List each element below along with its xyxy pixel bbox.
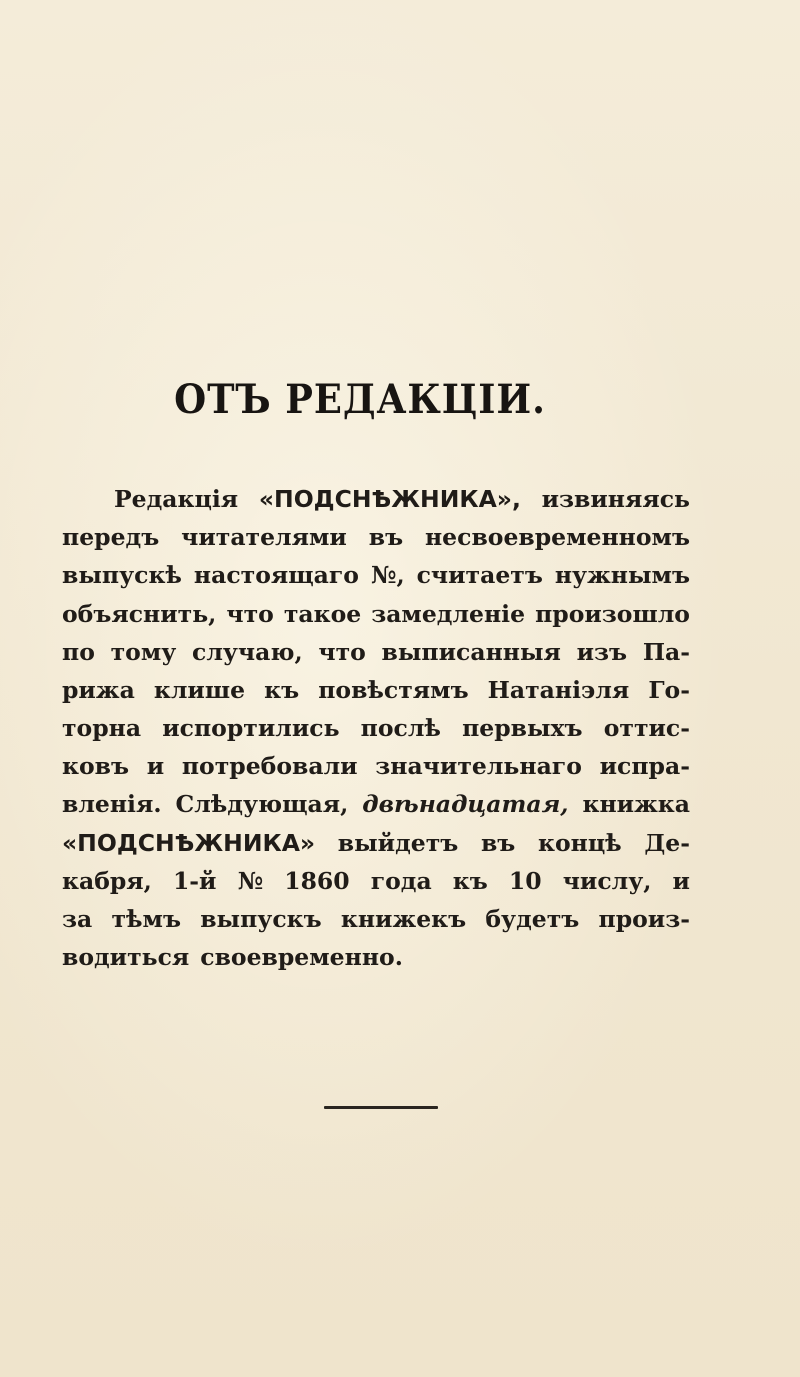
text-line bbox=[62, 518, 690, 556]
word: №, bbox=[370, 561, 405, 590]
word: водиться bbox=[62, 943, 190, 972]
text-line bbox=[62, 747, 690, 785]
word: числу, bbox=[562, 866, 652, 895]
text-line bbox=[62, 480, 690, 518]
word: въ bbox=[368, 523, 404, 552]
word: своевременно. bbox=[200, 943, 403, 972]
word: «ПОДСНѢЖНИКА» bbox=[62, 828, 316, 857]
word: къ bbox=[452, 866, 488, 895]
word: замедленіе bbox=[371, 599, 526, 628]
word: испра- bbox=[599, 752, 690, 781]
word: несвоевременномъ bbox=[424, 523, 690, 552]
word: книжекъ bbox=[340, 905, 467, 934]
word: года bbox=[370, 866, 432, 895]
word: значительнаго bbox=[375, 752, 582, 781]
text-line bbox=[62, 556, 690, 594]
word: за bbox=[62, 905, 93, 934]
page-title: ОТЪ РЕДАКЦІИ. bbox=[174, 376, 546, 423]
text-line bbox=[62, 900, 690, 938]
text-line bbox=[62, 938, 690, 976]
word: выпускѣ bbox=[62, 561, 182, 590]
word: оттис- bbox=[603, 714, 690, 743]
word: изъ bbox=[576, 637, 628, 666]
word: вленія. bbox=[62, 790, 162, 819]
word: считаетъ bbox=[416, 561, 543, 590]
word: будетъ bbox=[485, 905, 580, 934]
word: концѣ bbox=[537, 828, 622, 857]
word: произошло bbox=[535, 599, 690, 628]
word: нужнымъ bbox=[554, 561, 690, 590]
text-line bbox=[62, 786, 690, 824]
word: выйдетъ bbox=[337, 828, 459, 857]
word: произ- bbox=[598, 905, 690, 934]
word: первыхъ bbox=[462, 714, 583, 743]
text-line bbox=[62, 595, 690, 633]
word: испортились bbox=[162, 714, 340, 743]
word: выпускъ bbox=[200, 905, 322, 934]
word: тому bbox=[110, 637, 177, 666]
word: объяснить, bbox=[62, 599, 217, 628]
text-line bbox=[62, 633, 690, 671]
word: тѣмъ bbox=[111, 905, 181, 934]
word: что bbox=[226, 599, 274, 628]
word: 1860 bbox=[284, 866, 350, 895]
word: выписанныя bbox=[381, 637, 561, 666]
word: № bbox=[237, 866, 264, 895]
word: послѣ bbox=[360, 714, 441, 743]
word: книжка bbox=[582, 790, 690, 819]
text-line bbox=[62, 709, 690, 747]
word: торна bbox=[62, 714, 142, 743]
word: Па- bbox=[642, 637, 690, 666]
word: 10 bbox=[508, 866, 542, 895]
word: потребовали bbox=[181, 752, 358, 781]
word: передъ bbox=[62, 523, 160, 552]
word: читателями bbox=[181, 523, 347, 552]
word: Де- bbox=[644, 828, 690, 857]
word: Редакція bbox=[114, 484, 239, 513]
word: случаю, bbox=[192, 637, 303, 666]
word: настоящаго bbox=[193, 561, 359, 590]
word: въ bbox=[480, 828, 516, 857]
word: рижа bbox=[62, 675, 135, 704]
text-line bbox=[62, 824, 690, 862]
word: Слѣдующая, bbox=[175, 790, 349, 819]
word: и bbox=[146, 752, 165, 781]
word: къ bbox=[264, 675, 300, 704]
editorial-note bbox=[62, 480, 690, 976]
closing-rule bbox=[324, 1106, 438, 1109]
word: повѣстямъ bbox=[318, 675, 469, 704]
text-line bbox=[62, 671, 690, 709]
word: «ПОДСНѢЖНИКА», bbox=[258, 484, 521, 513]
word: Натаніэля bbox=[487, 675, 630, 704]
word: 1-й bbox=[172, 866, 217, 895]
word: Го- bbox=[648, 675, 690, 704]
word: и bbox=[672, 866, 690, 895]
word: такое bbox=[283, 599, 362, 628]
word: по bbox=[62, 637, 95, 666]
word: ковъ bbox=[62, 752, 130, 781]
text-line bbox=[62, 862, 690, 900]
word: двѣнадцатая, bbox=[362, 790, 569, 819]
word: извиняясь bbox=[541, 484, 690, 513]
word: кабря, bbox=[62, 866, 152, 895]
word: что bbox=[318, 637, 366, 666]
word: клише bbox=[153, 675, 246, 704]
